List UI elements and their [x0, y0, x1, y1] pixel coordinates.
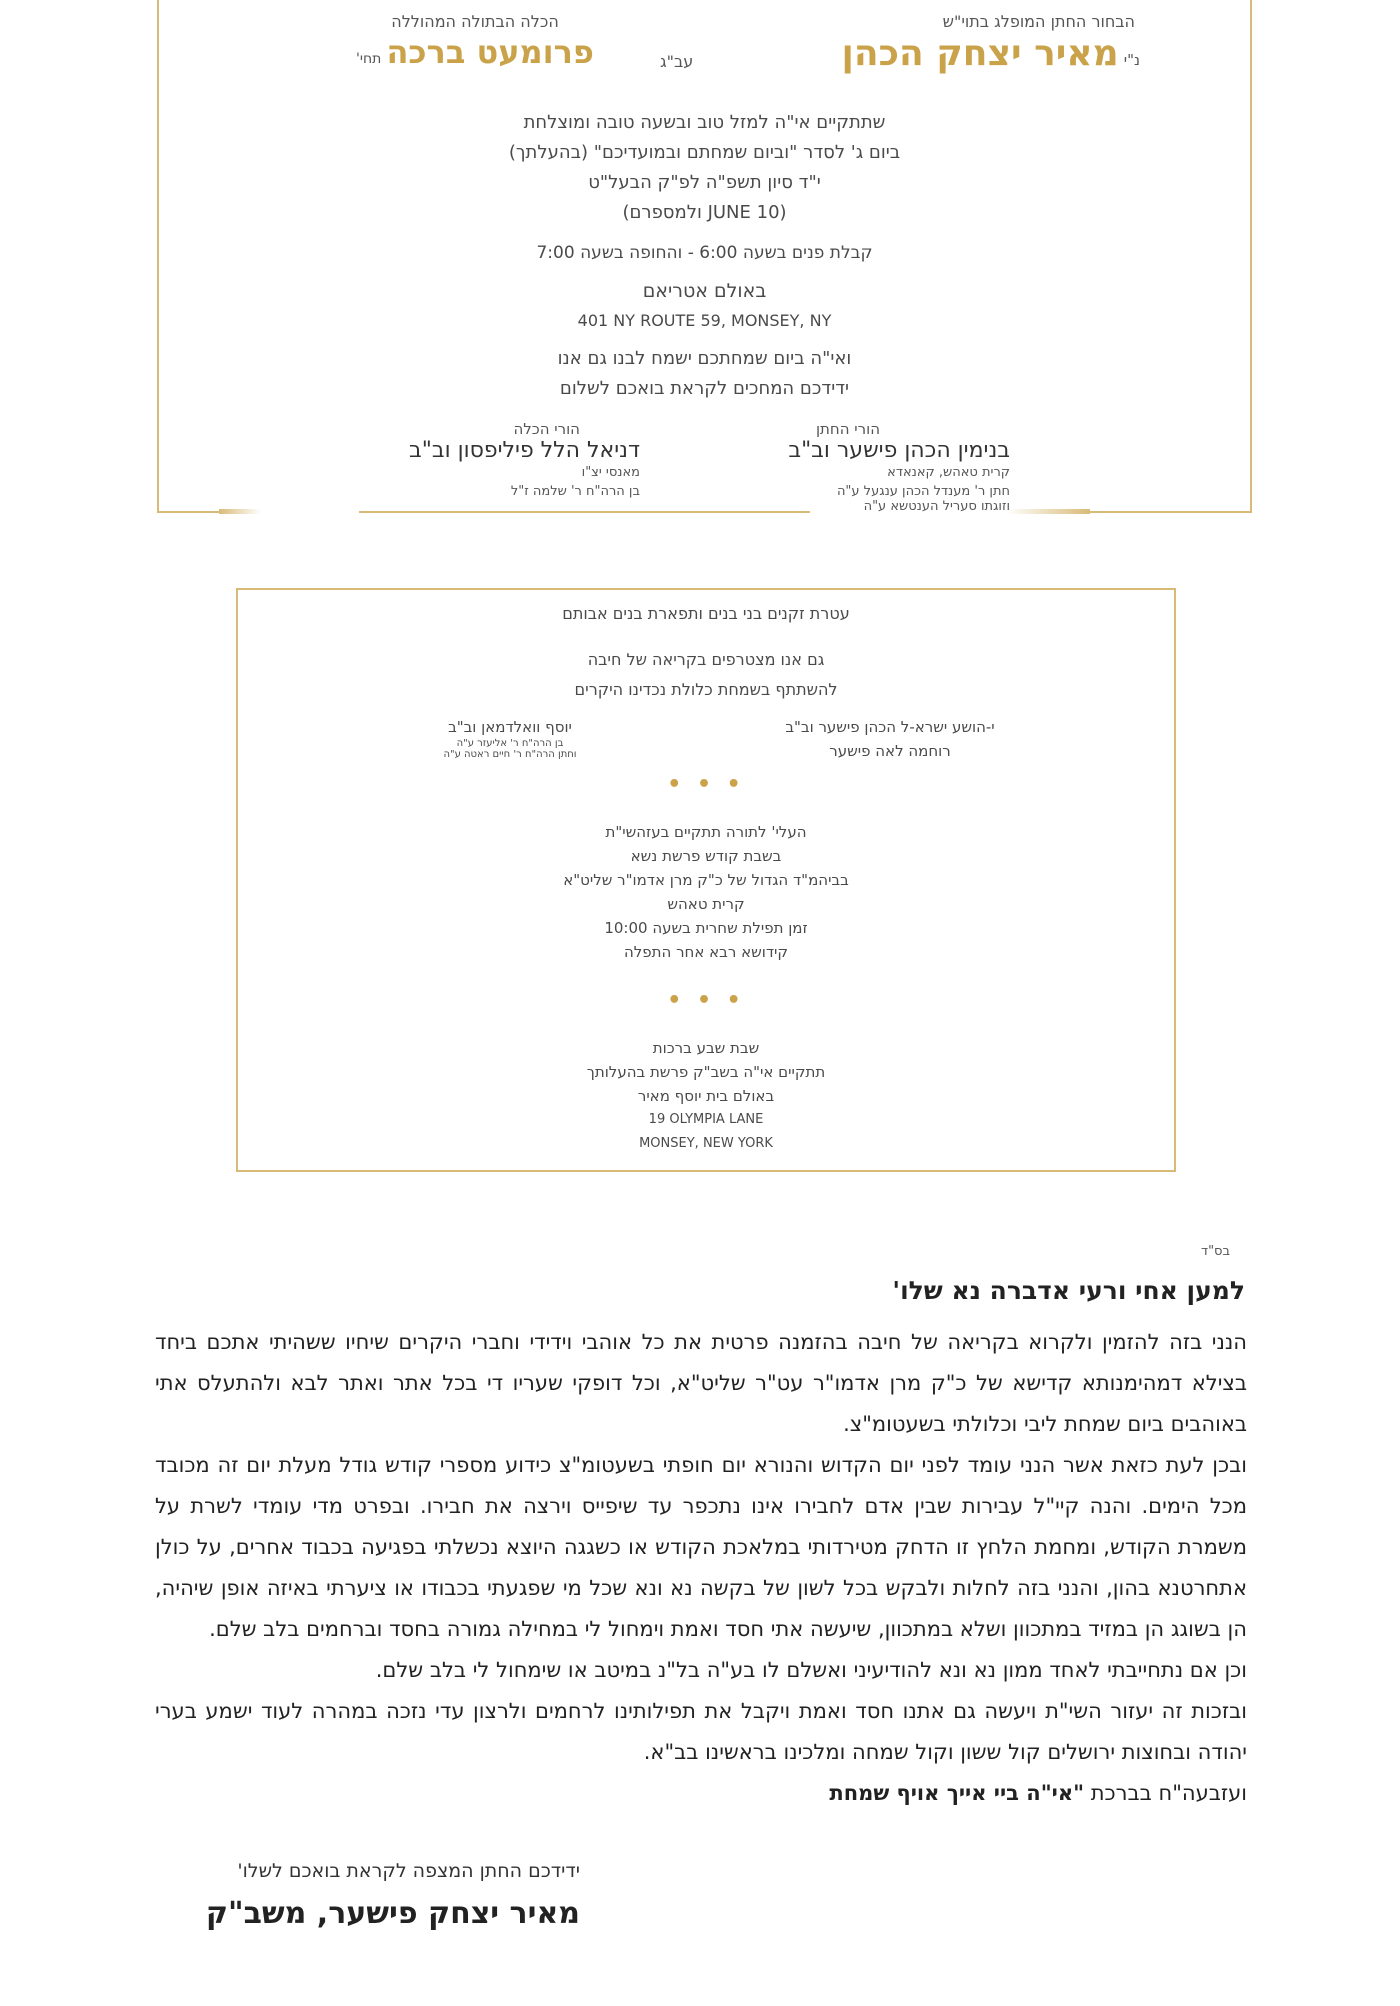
bride-parents-label: הורי הכלה: [513, 420, 580, 438]
bride-parents-place: מאנסי יצ"ו: [581, 465, 640, 480]
letter-paragraph-3: וכן אם נתחייבתי לאחד ממון נא ונא להודיעיני ואשלם לו בע"ה בל"נ במיטב או שימחול לי בלב שלם.: [375, 1658, 1247, 1682]
divider-dots-2: • • •: [667, 988, 745, 1013]
sheva-line-2: תתקיים אי"ה בשב"ק פרשת בהעלותך: [586, 1063, 826, 1081]
signature: מאיר יצחק פישער, משב"ק: [205, 1896, 580, 1931]
signoff-line: ידידכם החתן המצפה לקראת בואכם לשלו': [237, 1860, 580, 1882]
groom-parents-note1: חתן ר' מענדל הכהן ענגעל ע"ה: [836, 484, 1010, 499]
grandparents-line-1: גם אנו מצטרפים בקריאה של חיבה: [587, 650, 825, 669]
hall-address: 401 NY ROUTE 59, MONSEY, NY: [577, 311, 832, 330]
grandparents-left-name: יוסף וואלדמאן וב"ב: [448, 718, 572, 736]
blessing-bold: "אי"ה ביי אייך אויף שמחת: [829, 1781, 1085, 1805]
sheva-brachos-block: [236, 1036, 1176, 1156]
bride-title: הכלה הבתולה המהוללה: [391, 12, 559, 31]
divider-dots-1: • • •: [667, 772, 745, 797]
closing-line-1: ואי"ה ביום שמחתכם ישמח לבנו גם אנו: [557, 348, 852, 369]
grandparents-left-sub1: בן הרה"ח ר' אליעזר ע"ה: [456, 738, 564, 749]
groom-suffix: נ"י: [1123, 51, 1140, 69]
invitation-line-4: (JUNE 10 ולמספרם): [622, 202, 787, 223]
letter-heading: למען אחי ורעי אדברה נא שלו': [892, 1276, 1245, 1305]
bride-parents: [360, 420, 640, 499]
letter-paragraph-1: הנני בזה להזמין ולקרוא בקריאה של חיבה בהזמנה פרטית את כל אוהבי וידידי וחברי היקרים שיחיו ששהיתי אתכם ביחד בצילא דמהימנותא קדישא של כ"ק מרן אדמו"ר עט"ר שליט"א, וכל דופקי שעריו די בכל אתר ואתר לבא ולהתעלס אתי באוהבים ביום שמחת ליבי וכלולתי בשעטומ"צ.: [155, 1330, 1247, 1436]
bride-parents-name: דניאל הלל פיליפסון וב"ב: [409, 438, 640, 463]
sheva-line-5: MONSEY, NEW YORK: [639, 1136, 773, 1151]
letter-blessing: [155, 1773, 1247, 1814]
groom-parents: [720, 420, 1010, 514]
groom-parents-place: קרית טאהש, קאנאדא: [887, 465, 1010, 480]
bride-name: פרומעט ברכה: [386, 33, 594, 71]
groom-parents-note2: וזוגתו סעריל הענטשא ע"ה: [863, 499, 1010, 514]
closing-line-2: ידידכם המחכים לקראת בואכם לשלום: [559, 378, 850, 399]
invitation-line-2: ביום ג' לסדר "וביום שמחתם ובמועדיכם" (בהעלתך): [508, 142, 901, 163]
aufruf-line-2: בשבת קודש פרשת נשא: [630, 847, 782, 865]
grandparents-right-sub: רוחמה לאה פישער: [829, 742, 951, 760]
groom-parents-label: הורי החתן: [815, 420, 880, 438]
invitation-line-1: שתתקיים אי"ה למזל טוב ובשעה טובה ומוצלחת: [523, 112, 886, 133]
aufruf-line-1: העלי' לתורה תתקיים בעזהשי"ת: [605, 823, 807, 841]
groom-name: מאיר יצחק הכהן: [841, 33, 1119, 74]
bride-suffix: תחי': [356, 51, 382, 67]
bride-block: [315, 12, 635, 71]
invitation-body: [157, 108, 1252, 404]
aufruf-line-3: בביהמ"ד הגדול של כ"ק מרן אדמו"ר שליט"א: [563, 871, 849, 889]
invitation-line-3: י"ד סיון תשפ"ה לפ"ק הבעל"ט: [588, 172, 821, 193]
aufruf-line-5: זמן תפילת שחרית בשעה 10:00: [604, 919, 808, 937]
times-line: קבלת פנים בשעה 6:00 - והחופה בשעה 7:00: [536, 243, 873, 263]
border-fade-left: [219, 509, 359, 514]
letter-body: [155, 1322, 1247, 1814]
grandparents-heading: עטרת זקנים בני בנים ותפארת בנים אבותם: [562, 604, 850, 623]
groom-title: הבחור החתן המופלג בתוי"ש: [942, 12, 1135, 31]
hall-name: באולם אטריאם: [642, 280, 767, 302]
grandparents-right-name: י-הושע ישרא-ל הכהן פישער וב"ב: [785, 718, 995, 736]
grandparents-right: [740, 718, 1040, 760]
grandparents-line-2: להשתתף בשמחת כלולת נכדינו היקרים: [574, 680, 838, 699]
bsd-mark: בס"ד: [1200, 1244, 1230, 1259]
letter-paragraph-4: ובזכות זה יעזור השי"ת ויעשה גם אתנו חסד ואמת ויקבל את תפילותינו לרחמים ולרצון עדי נזכה במהרה לעוד ישמע בערי יהודה ובחוצות ירושלים קול ששון וקול שמחה ומלכינו בראשינו בב"א.: [155, 1699, 1247, 1764]
letter-paragraph-2: ובכן לעת כזאת אשר הנני עומד לפני יום הקדוש והנורא יום חופתי בשעטומ"צ כידוע מספרי קודש גודל מעלת יום זה מכובד מכל הימים. והנה קיי"ל עבירות שבין אדם לחבירו אינו נתכפר עד שיפייס וירצה את חבירו. ובפרט מדי עומדי לשרת על משמרת הקודש, ומחמת הלחץ זו הדחק מטירדותי במלאכת הקודש או כשגגה היוצא נכשלתי בפגיעה בכבוד אחרים, על כולן אתחרטנא בהון, והנני בזה לחלות ולבקש בכל לשון של בקשה נא ונא שכל מי שפגעתי בכבודו או ציערתי באיזה אופן שיהיה, הן בשוגג הן במזיד במתכוון ושלא במתכוון, שיעשה אתי חסד ואמת וימחול לי במחילה גמורה בחסד וברחמים בלב שלם.: [155, 1453, 1247, 1641]
bride-parents-note1: בן הרה"ח ר' שלמה ז"ל: [510, 484, 640, 499]
grandparents-left-sub2: וחתן הרה"ח ר' חיים ראטה ע"ה: [443, 749, 577, 760]
blessing-prefix: ועזבעה"ח בברכת: [1084, 1781, 1247, 1805]
groom-parents-name: בנימין הכהן פישער וב"ב: [788, 438, 1010, 463]
ab-label: עב"ג: [660, 52, 694, 71]
sheva-line-3: באולם בית יוסף מאיר: [637, 1087, 775, 1105]
aufruf-block: [236, 820, 1176, 964]
sheva-line-1: שבת שבע ברכות: [652, 1039, 760, 1057]
aufruf-line-6: קידושא רבא אחר התפלה: [623, 943, 789, 961]
grandparents-left: [410, 718, 610, 760]
groom-block: [780, 12, 1140, 74]
aufruf-line-4: קרית טאהש: [667, 895, 745, 913]
sheva-line-4: 19 OLYMPIA LANE: [648, 1112, 764, 1127]
